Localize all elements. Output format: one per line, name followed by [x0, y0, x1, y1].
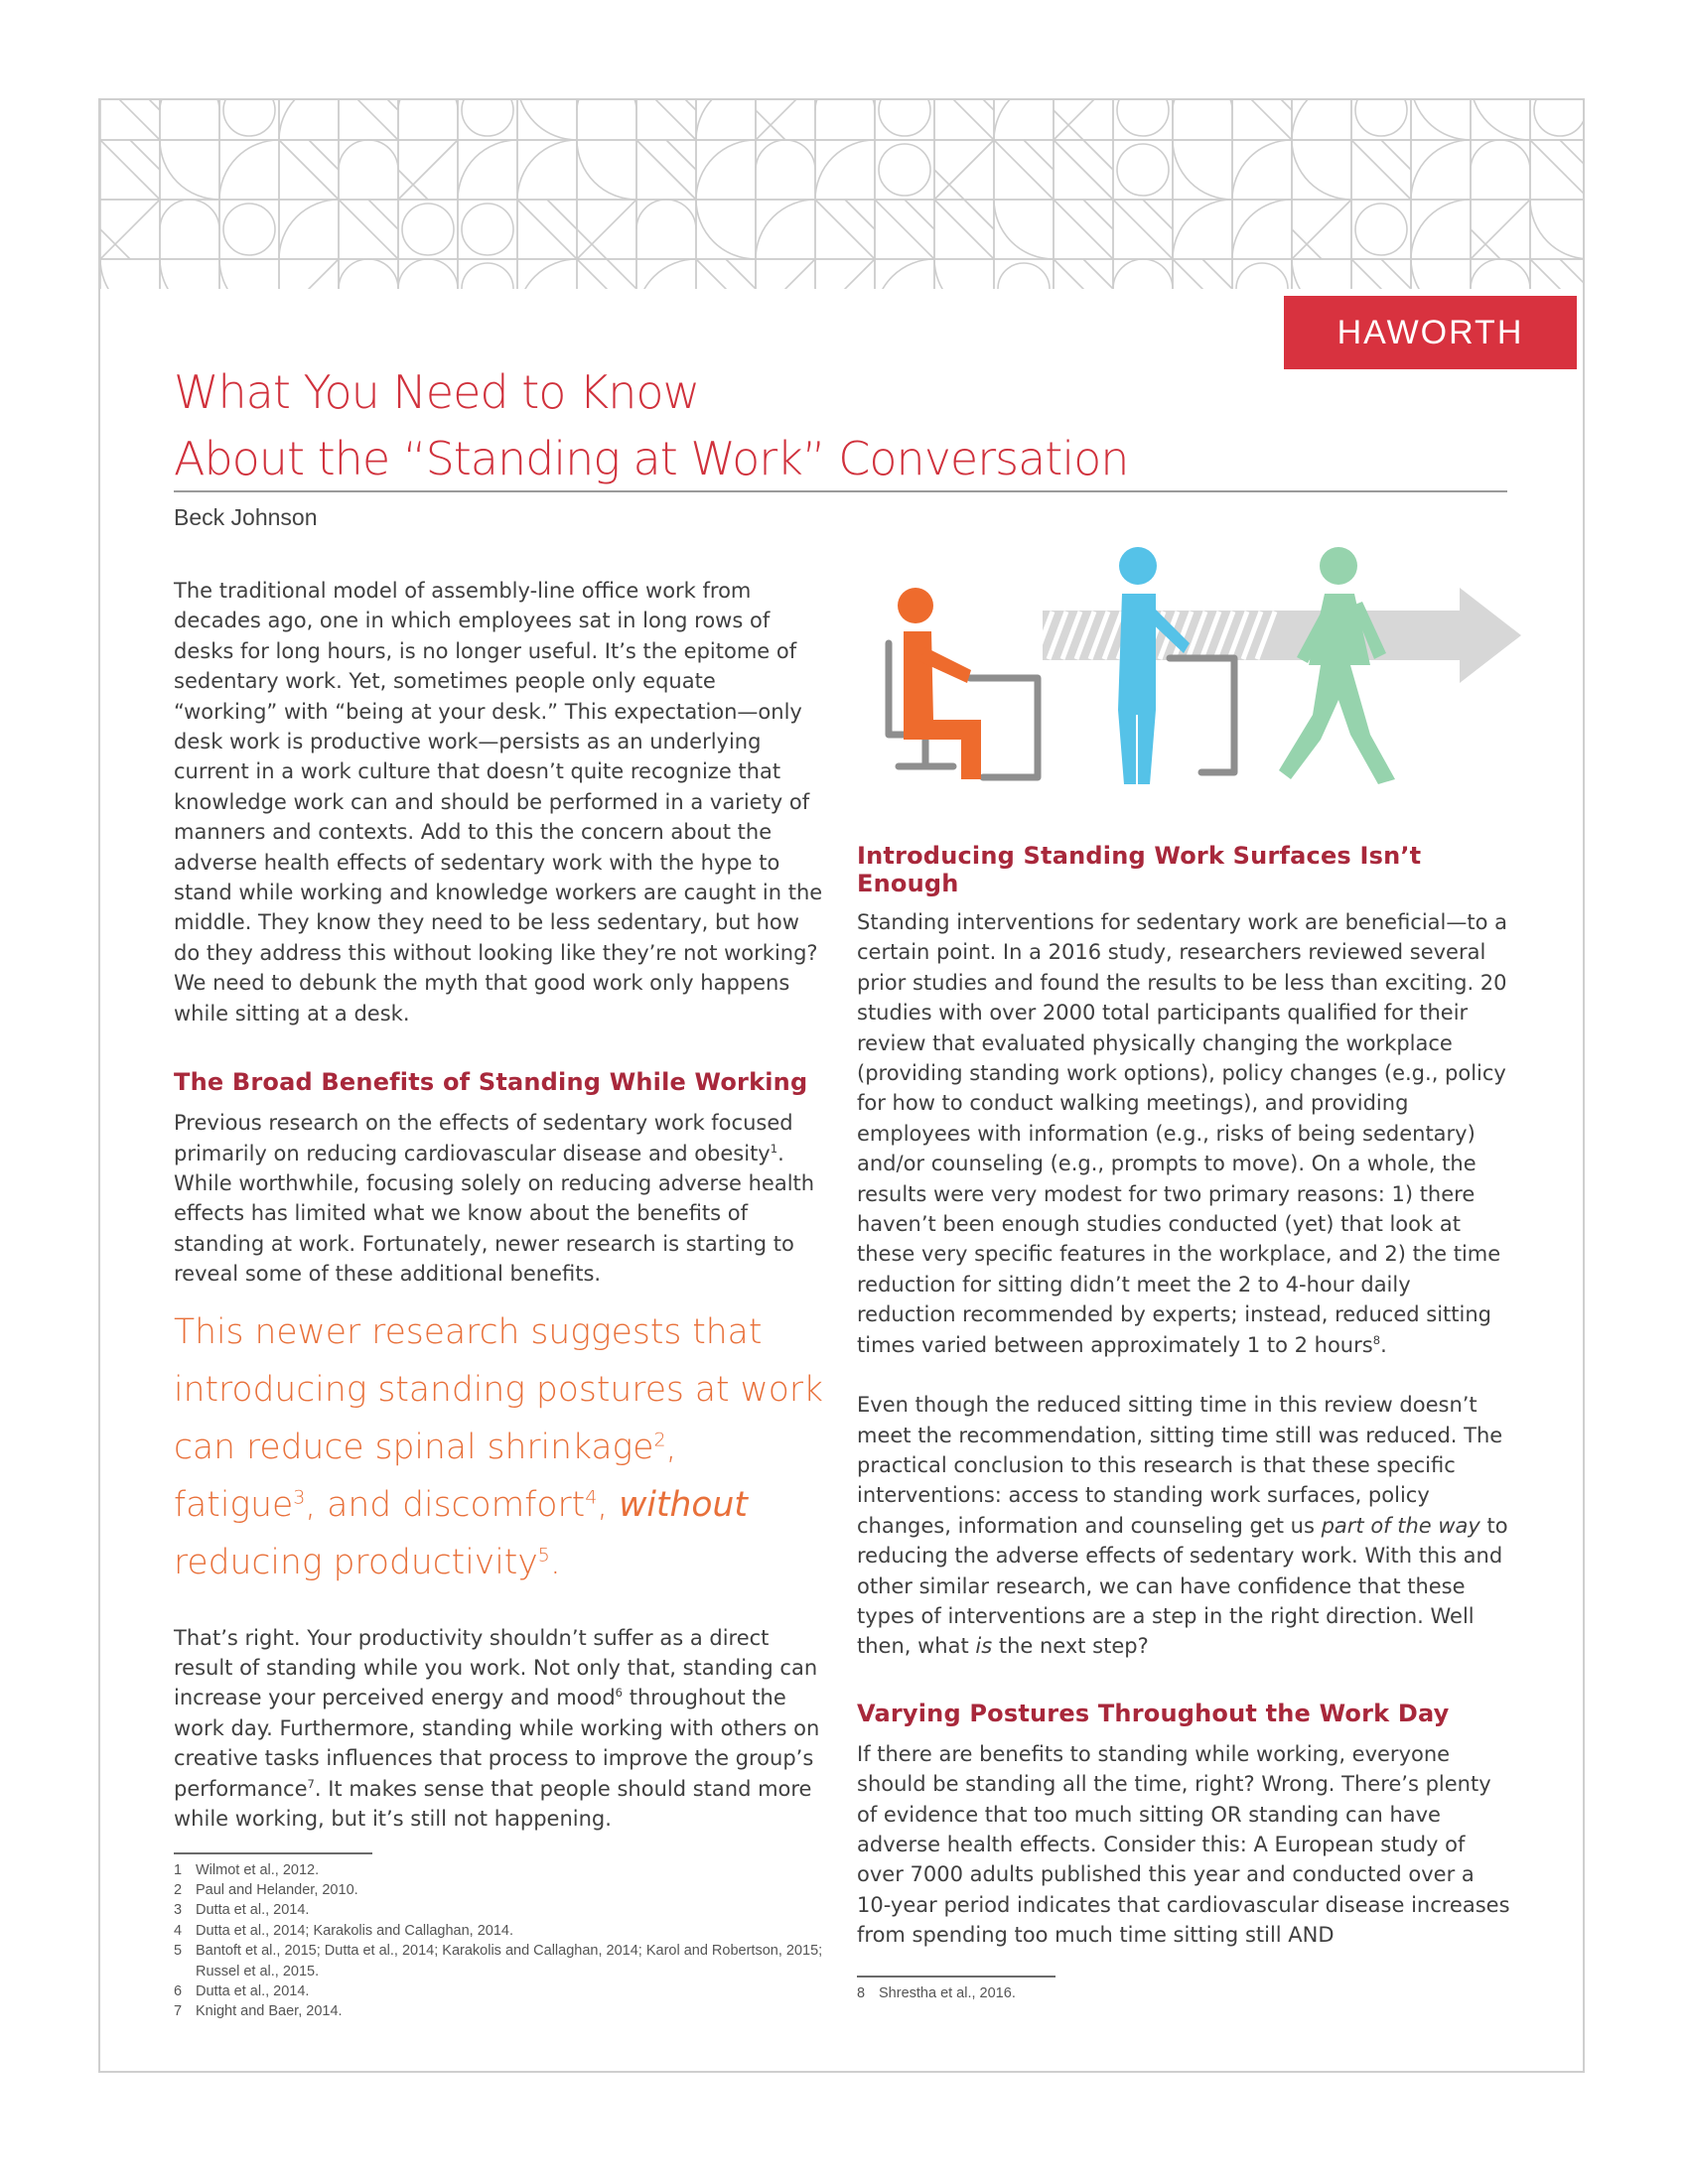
footnote-ref-6[interactable]: 6	[615, 1686, 624, 1701]
pattern-shape	[1292, 259, 1351, 289]
pattern-shape	[994, 200, 1054, 259]
conclusion-text-b: to reducing the adverse effects of sedentary work. With this and other similar research, we can have confidence that these types of interventions are a step in the right direction. Well then, what	[857, 1513, 1508, 1659]
pattern-shape	[1530, 200, 1583, 259]
footnote-item	[174, 1880, 829, 1900]
pattern-shape	[1232, 100, 1292, 140]
pattern-tile	[219, 259, 279, 289]
pattern-tile	[1173, 200, 1232, 259]
pattern-tile	[219, 140, 279, 200]
pattern-shape	[1471, 140, 1530, 170]
pattern-shape	[636, 140, 696, 200]
pattern-shape	[223, 100, 275, 136]
pattern-shape	[100, 100, 160, 140]
study-text-a: Standing interventions for sedentary work are beneficial—to a certain point. In a 2016 study, researchers reviewed several prior studies and found the results to be less than exciting. 20 studies with over 2000 total participants qualified for their review that evaluated physically changing the workplace (providing standing work options), policy changes (e.g., policy for how to conduct walking meetings), and providing employees with information (e.g., risks of being sedentary) and/or counseling (e.g., prompts to move). On a whole, the results were very modest for two primary reasons: 1) there haven’t been enough studies conducted (yet) that look at these very specific features in the workplace, and 2) the time reduction for sitting didn’t meet the 2 to 4-hour daily reduction recommended by experts; instead, reduced sitting times varied between approximately 1 to 2 hours	[857, 910, 1508, 1357]
pattern-shape	[1113, 259, 1173, 289]
footnote-number: 6	[174, 1982, 183, 1999]
productivity-paragraph	[174, 1623, 824, 1835]
pattern-shape	[398, 100, 458, 110]
pattern-shape	[1530, 259, 1583, 289]
pattern-shape	[100, 259, 160, 289]
pattern-shape	[160, 100, 219, 110]
pattern-tile	[815, 100, 875, 140]
pattern-shape	[219, 259, 279, 289]
pattern-shape	[577, 200, 636, 259]
pattern-shape	[1411, 259, 1471, 289]
quote-emphasis: without	[619, 1484, 748, 1525]
heading-varying-postures: Varying Postures Throughout the Work Day	[857, 1699, 1450, 1727]
pattern-tile	[934, 259, 994, 289]
pattern-shape	[279, 200, 339, 259]
footnote-text: Shrestha et al., 2016.	[879, 1984, 1016, 2001]
pattern-tile	[1292, 140, 1351, 200]
standing-desk	[1170, 658, 1234, 772]
pattern-tile	[160, 100, 219, 140]
page-title	[174, 359, 1504, 492]
pattern-shape	[160, 259, 219, 289]
benefits-text-b: . While worthwhile, focusing solely on reducing adverse health effects has limited what we know about the benefits of standing at work. Fortunately, newer research is starting to reveal some of these additional benefits.	[174, 1141, 815, 1287]
standing-head	[1119, 547, 1157, 585]
pattern-shape	[636, 100, 696, 140]
footnote-list	[857, 1983, 1512, 2003]
pattern-shape	[458, 140, 517, 200]
pattern-shape	[636, 259, 696, 289]
heading-standing-surfaces: Introducing Standing Work Surfaces Isn’t Enough	[857, 842, 1422, 897]
pattern-shape	[879, 100, 930, 136]
pattern-shape	[994, 100, 1054, 140]
pattern-tile	[934, 100, 994, 140]
pattern-shape	[636, 200, 696, 229]
pattern-shape	[279, 259, 339, 289]
pattern-shape	[462, 263, 513, 289]
footnote-item	[174, 2001, 829, 2021]
pull-quote	[174, 1303, 824, 1591]
footnote-item	[174, 1900, 829, 1920]
pattern-shape	[875, 200, 934, 259]
pattern-tile	[875, 259, 934, 289]
pattern-svg	[100, 100, 1583, 289]
pattern-tile	[1232, 200, 1292, 259]
pattern-shape	[398, 259, 458, 289]
pattern-shape	[577, 100, 636, 110]
pattern-tile	[815, 140, 875, 200]
pattern-shape	[160, 140, 219, 200]
pattern-shape	[994, 140, 1054, 200]
conclusion-emphasis-2: is	[975, 1634, 993, 1659]
pattern-tile	[1113, 140, 1173, 200]
intro-paragraph: The traditional model of assembly-line office work from decades ago, one in which employees sat in long rows of desks for long hours, is no longer useful. It’s the epitome of sedentary work. Yet, sometimes people only equate “working” with “being at your desk.” This expectation—only desk work is productive work—persists as an underlying current in a work culture that doesn’t quite recognize that knowledge work can and should be performed in a variety of manners and contexts. Add to this the concern about the adverse health effects of sedentary work with the hype to stand while working and knowledge workers are caught in the middle. They know they need to be less sedentary, but how do they address this without looking like they’re not working? We need to debunk the myth that good work only happens while sitting at a desk.	[174, 579, 823, 1025]
pattern-tile	[160, 259, 219, 289]
pattern-tile	[398, 100, 458, 140]
quote-text-e: reducing productivity	[174, 1542, 538, 1582]
footnote-ref-8[interactable]: 8	[1372, 1332, 1381, 1347]
footnote-ref-5[interactable]: 5	[537, 1544, 550, 1567]
footnote-ref-2[interactable]: 2	[653, 1429, 666, 1451]
pattern-tile	[339, 100, 398, 140]
pattern-shape	[1411, 200, 1471, 259]
pattern-shape	[1117, 100, 1169, 136]
pattern-tile	[219, 200, 279, 259]
pattern-shape	[517, 140, 577, 200]
pattern-shape	[398, 140, 458, 200]
pattern-tile	[458, 200, 517, 259]
posture-svg	[854, 536, 1529, 794]
pattern-shape	[1173, 100, 1232, 110]
pattern-shape	[1113, 200, 1173, 259]
footnote-divider	[174, 1852, 372, 1854]
pattern-tile	[1471, 100, 1530, 140]
pattern-shape	[998, 263, 1050, 289]
pattern-tile	[100, 100, 160, 140]
footnote-number: 4	[174, 1922, 183, 1939]
pattern-tile	[100, 259, 160, 289]
pattern-tile	[279, 259, 339, 289]
pattern-shape	[1292, 200, 1351, 259]
pattern-tile	[636, 259, 696, 289]
pattern-shape	[1411, 140, 1471, 200]
pattern-shape	[100, 140, 160, 200]
pattern-tile	[517, 140, 577, 200]
footnote-item	[174, 1860, 829, 1880]
pattern-shape	[279, 140, 339, 200]
footnote-ref-7[interactable]: 7	[307, 1776, 315, 1791]
sitting-head	[898, 588, 933, 623]
pattern-tile	[577, 140, 636, 200]
conclusion-emphasis-1: part of the way	[1321, 1513, 1480, 1538]
pattern-shape	[934, 100, 994, 140]
quote-text-d: ,	[597, 1484, 620, 1525]
footnote-text: Dutta et al., 2014.	[196, 1902, 310, 1919]
pattern-tile	[696, 100, 756, 140]
pattern-shape	[1232, 140, 1292, 200]
pattern-tile	[1351, 100, 1411, 140]
pattern-tile	[458, 100, 517, 140]
pattern-tile	[1113, 259, 1173, 289]
pattern-tile	[219, 100, 279, 140]
pattern-shape	[1054, 200, 1113, 259]
varying-postures-paragraph: If there are benefits to standing while working, everyone should be standing all the time, right? Wrong. There’s plenty of evidence that too much sitting OR standing can have adverse health effects. Consider this: A European study of over 7000 adults published this year and conducted over a 10-year period indicates that cardiovascular disease increases from spending too much time sitting still AND	[857, 1741, 1510, 1948]
pattern-shape	[339, 259, 398, 289]
pattern-shape	[696, 200, 756, 259]
pattern-shape	[1232, 200, 1292, 259]
productivity-text-c: . It makes sense that people should stand more while working, but it’s still not happening.	[174, 1776, 812, 1831]
pattern-shape	[577, 140, 636, 200]
benefits-paragraph	[174, 1108, 824, 1289]
standing-body	[1118, 594, 1156, 784]
pattern-tile	[1173, 140, 1232, 200]
pattern-shape	[815, 200, 875, 259]
productivity-text-a: That’s right. Your productivity shouldn’t suffer as a direct result of standing while you work. Not only that, standing can increase your perceived energy and mood	[174, 1625, 818, 1710]
pattern-tile	[696, 140, 756, 200]
pattern-shape	[1471, 259, 1530, 289]
pattern-tile	[1054, 259, 1113, 289]
footnote-text: Dutta et al., 2014.	[196, 1982, 310, 1999]
footnote-number: 3	[174, 1902, 183, 1919]
haworth-logo	[1284, 296, 1577, 369]
pattern-shape	[1173, 200, 1232, 259]
pattern-shape	[462, 100, 513, 136]
pattern-shape	[815, 259, 875, 289]
walking-head	[1320, 547, 1357, 585]
pattern-shape	[1471, 100, 1530, 140]
footnote-number: 5	[174, 1943, 183, 1960]
pattern-shape	[577, 259, 636, 289]
footnote-ref-4[interactable]: 4	[585, 1486, 598, 1509]
pattern-shape	[875, 259, 934, 289]
logo-text: HAWORTH	[1336, 313, 1524, 351]
pattern-tile	[1292, 100, 1351, 140]
pattern-tile	[1411, 140, 1471, 200]
title-divider	[174, 490, 1507, 492]
pattern-shape	[1117, 144, 1169, 196]
pattern-tile	[1173, 259, 1232, 289]
quote-text-f: .	[549, 1542, 561, 1582]
pattern-shape	[339, 140, 398, 170]
pattern-tile	[756, 200, 815, 259]
progress-arrow	[1035, 588, 1521, 683]
pattern-tile	[1173, 100, 1232, 140]
standing-figure	[1118, 547, 1234, 784]
pattern-tile	[1530, 100, 1583, 140]
pattern-shape	[517, 259, 577, 289]
footnote-item	[174, 1921, 829, 1941]
author-name: Beck Johnson	[174, 504, 318, 530]
walking-figure	[1279, 547, 1395, 784]
quote-text-b: , fatigue	[174, 1427, 677, 1525]
pattern-tile	[517, 100, 577, 140]
pattern-tile	[1232, 140, 1292, 200]
conclusion-text-c: the next step?	[992, 1634, 1149, 1659]
pattern-tile	[279, 200, 339, 259]
footnote-number: 7	[174, 2003, 183, 2020]
pattern-shape	[1351, 140, 1411, 200]
pattern-shape	[1292, 140, 1351, 200]
footnote-number: 8	[857, 1984, 866, 2001]
footnote-item	[857, 1983, 1512, 2003]
pattern-shape	[1292, 100, 1351, 140]
pattern-tile	[815, 259, 875, 289]
sitting-body	[904, 631, 981, 779]
pattern-tile	[339, 259, 398, 289]
pattern-shape	[756, 200, 815, 259]
benefits-text-a: Previous research on the effects of sedentary work focused primarily on reducing cardiovascular disease and obesity	[174, 1111, 793, 1165]
pattern-shape	[696, 259, 756, 289]
pattern-shape	[339, 200, 398, 259]
pattern-tile	[1411, 100, 1471, 140]
pattern-shape	[1530, 140, 1583, 200]
pattern-shape	[815, 100, 875, 110]
pattern-shape	[1351, 259, 1411, 289]
footnote-number: 1	[174, 1861, 183, 1878]
pattern-shape	[934, 200, 994, 259]
pattern-shape	[934, 140, 994, 200]
footnote-item	[174, 1941, 829, 1981]
posture-illustration	[854, 536, 1529, 794]
pattern-shape	[279, 100, 339, 140]
pattern-shape	[1411, 100, 1471, 140]
pattern-shape	[696, 140, 756, 200]
pattern-shape	[1054, 100, 1113, 140]
pattern-tile	[577, 100, 636, 140]
footnote-list	[174, 1860, 829, 2022]
footnote-text: Knight and Baer, 2014.	[196, 2003, 343, 2020]
pattern-tile	[458, 140, 517, 200]
pattern-shape	[1236, 263, 1288, 289]
pattern-shape	[1471, 200, 1530, 259]
pattern-shape	[756, 100, 815, 140]
productivity-text-b: throughout the work day. Furthermore, standing while working with others on creative tasks influences that process to improve the group’s performance	[174, 1686, 820, 1801]
footnote-divider	[857, 1976, 1055, 1978]
pattern-shape	[402, 204, 454, 255]
pattern-tile	[994, 100, 1054, 140]
pattern-shape	[1173, 259, 1232, 289]
pattern-shape	[1173, 140, 1232, 200]
footnote-number: 2	[174, 1881, 183, 1898]
pattern-tile	[875, 100, 934, 140]
pattern-tile	[1351, 200, 1411, 259]
footnote-text: Dutta et al., 2014; Karakolis and Callaghan, 2014.	[196, 1922, 514, 1939]
pattern-shape	[696, 100, 756, 140]
pattern-tile	[577, 259, 636, 289]
geometric-pattern-header	[100, 100, 1583, 289]
pattern-tile	[1471, 259, 1530, 289]
pattern-shape	[756, 259, 815, 289]
pattern-shape	[100, 200, 160, 259]
pattern-shape	[517, 200, 577, 259]
pattern-tile	[160, 140, 219, 200]
heading-broad-benefits: The Broad Benefits of Standing While Working	[174, 1068, 808, 1097]
right-footnotes	[857, 1976, 1512, 2003]
title-line-2: About the “Standing at Work” Conversation	[174, 432, 1129, 485]
title-line-1: What You Need to Know	[174, 365, 700, 419]
pattern-shape	[934, 259, 994, 289]
quote-text-c: , and discomfort	[305, 1484, 586, 1525]
pattern-shape	[339, 100, 398, 140]
conclusion-text-a: Even though the reduced sitting time in this review doesn’t meet the recommendation, sitting time still was reduced. The practical conclusion to this research is that these specific interventions: access to standing work surfaces, policy changes, information and counseling get us	[857, 1393, 1503, 1538]
pattern-shape	[160, 200, 219, 229]
pattern-tile	[1232, 100, 1292, 140]
pattern-tile	[994, 200, 1054, 259]
left-footnotes	[174, 1852, 829, 2022]
pattern-shape	[1054, 140, 1113, 200]
footnote-ref-1[interactable]: 1	[770, 1141, 778, 1156]
footnote-text: Bantoft et al., 2015; Dutta et al., 2014; Karakolis and Callaghan, 2014; Karol and Robertson, 2015; Russel et al., 2015.	[196, 1943, 823, 1979]
pattern-shape	[815, 140, 875, 200]
pattern-tile	[696, 259, 756, 289]
study-paragraph	[857, 907, 1512, 1360]
left-column	[174, 576, 824, 1834]
quote-text-a: This newer research suggests that introducing standing postures at work can reduce spinal shrinkage	[174, 1311, 823, 1467]
pattern-tile	[1351, 259, 1411, 289]
pattern-shape	[879, 144, 930, 196]
footnote-ref-3[interactable]: 3	[293, 1486, 306, 1509]
pattern-tile	[517, 259, 577, 289]
footnote-text: Paul and Helander, 2010.	[196, 1881, 358, 1898]
pattern-tile	[875, 140, 934, 200]
pattern-shape	[219, 140, 279, 200]
pattern-shape	[1054, 259, 1113, 289]
pattern-tile	[398, 200, 458, 259]
footnote-text: Wilmot et al., 2012.	[196, 1861, 320, 1878]
pattern-tile	[1292, 259, 1351, 289]
pattern-shape	[517, 100, 577, 140]
conclusion-paragraph	[857, 1390, 1512, 1662]
footnote-item	[174, 1981, 829, 2001]
pattern-shape	[1534, 100, 1583, 136]
study-text-b: .	[1380, 1332, 1387, 1357]
pattern-tile	[1411, 200, 1471, 259]
pattern-tile	[1113, 100, 1173, 140]
right-column	[857, 842, 1512, 1951]
pattern-tile	[756, 259, 815, 289]
pattern-shape	[1355, 204, 1407, 255]
pattern-tile	[696, 200, 756, 259]
pattern-shape	[462, 204, 513, 255]
pattern-tile	[398, 259, 458, 289]
sitting-figure	[889, 588, 1038, 779]
pattern-shape	[756, 140, 815, 170]
pattern-tile	[1411, 259, 1471, 289]
pattern-tile	[279, 100, 339, 140]
pattern-shape	[1355, 100, 1407, 136]
pattern-shape	[223, 204, 275, 255]
pattern-tile	[636, 100, 696, 140]
